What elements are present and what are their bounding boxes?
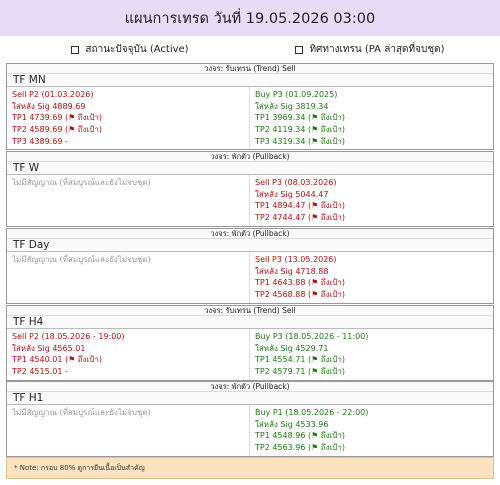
signal-text: Sell P2 (18.05.2026 - 19:00): [12, 332, 125, 341]
signal-line: [255, 366, 488, 378]
target-reached-text: ถึงเป้า): [318, 431, 345, 441]
signal-line: [12, 366, 244, 378]
signal-text: TP3 4319.34 (: [255, 136, 312, 146]
signal-line: [12, 124, 244, 136]
signal-text: TP3 4389.69 -: [12, 136, 68, 146]
timeframe-section: [6, 381, 494, 457]
active-status-cell: [7, 329, 250, 380]
signal-text: ใส่หลัง Sig 4889.69: [12, 101, 86, 111]
flag-icon: ⚑: [311, 125, 319, 135]
signal-line: [255, 177, 488, 189]
signal-line: [12, 101, 244, 113]
column-active-label: สถานะปัจจุบัน (Active): [85, 44, 189, 55]
flag-icon: ⚑: [311, 201, 319, 211]
signal-text: Sell P3 (13.05.2026): [255, 255, 337, 264]
column-headers: [0, 36, 500, 63]
timeframe-section: [6, 151, 494, 227]
flag-icon: ⚑: [311, 431, 319, 441]
target-reached-text: ถึงเป้า): [318, 125, 345, 135]
signal-line: [12, 343, 244, 355]
flag-icon: ⚑: [311, 290, 319, 300]
flag-icon: ⚑: [311, 213, 319, 223]
section-body: [7, 87, 493, 149]
signal-text: Sell P2 (01.03.2026): [12, 90, 94, 99]
signal-line: [12, 354, 244, 366]
signal-line: [12, 89, 244, 101]
signal-text: ใส่หลัง Sig 3819.34: [255, 101, 329, 111]
signal-line: [255, 124, 488, 136]
signal-text: TP1 4643.88 (: [255, 278, 312, 288]
signal-line: [255, 331, 488, 343]
signal-line: [255, 200, 488, 212]
cycle-label: วงจร: รับเทรน (Trend) Sell: [7, 64, 493, 74]
timeframe-title: TF Day: [7, 239, 493, 252]
cycle-label: วงจร: พักตัว (Pullback): [7, 152, 493, 162]
target-reached-text: ถึงเป้า): [75, 355, 102, 365]
signal-text: TP2 4563.96 (: [255, 443, 312, 453]
target-reached-text: ถึงเป้า): [75, 125, 102, 135]
signal-line: [12, 136, 244, 148]
signal-line: [255, 442, 488, 454]
column-direction-label: ทิศทางเทรน (PA ล่าสุดที่จบชุด): [309, 44, 445, 55]
column-active: [10, 42, 250, 57]
trend-direction-cell: [250, 175, 493, 226]
signal-line: [255, 430, 488, 442]
signal-text: Buy P3 (18.05.2026 - 11:00): [255, 332, 369, 341]
signal-line: [12, 254, 244, 266]
trend-direction-cell: [250, 329, 493, 380]
signal-line: [255, 343, 488, 355]
signal-text: ไม่มีสัญญาณ (ที่สมบูรณ์และยังไม่จบชุด): [12, 255, 151, 264]
flag-icon: ⚑: [311, 355, 319, 365]
flag-icon: ⚑: [311, 367, 319, 377]
cycle-label: วงจร: รับเทรน (Trend) Sell: [7, 306, 493, 316]
signal-line: [12, 407, 244, 419]
signal-text: TP2 4744.47 (: [255, 213, 312, 223]
signal-text: TP2 4119.34 (: [255, 125, 312, 135]
section-body: [7, 252, 493, 303]
signal-text: ไม่มีสัญญาณ (ที่สมบูรณ์และยังไม่จบชุด): [12, 178, 151, 187]
trend-direction-cell: [250, 252, 493, 303]
signal-line: [255, 189, 488, 201]
signal-text: TP1 4739.69 (: [12, 113, 69, 123]
signal-text: TP2 4589.69 (: [12, 125, 69, 135]
section-body: [7, 329, 493, 380]
signal-text: ใส่หลัง Sig 4565.01: [12, 343, 86, 353]
target-reached-text: ถึงเป้า): [318, 113, 345, 123]
note-box: [6, 457, 494, 479]
signal-line: [255, 136, 488, 148]
active-status-cell: [7, 175, 250, 226]
signal-text: ใส่หลัง Sig 5044.47: [255, 189, 329, 199]
signal-line: [255, 212, 488, 224]
flag-icon: ⚑: [311, 443, 319, 453]
timeframe-section: [6, 305, 494, 381]
checkbox-icon: [71, 46, 79, 54]
page-header: [0, 0, 500, 36]
signal-line: [255, 419, 488, 431]
section-body: [7, 175, 493, 226]
signal-text: TP1 4554.71 (: [255, 355, 312, 365]
target-reached-text: ถึงเป้า): [318, 290, 345, 300]
signal-line: [12, 177, 244, 189]
signal-text: Sell P3 (08.03.2026): [255, 178, 337, 187]
timeframe-title: TF H4: [7, 316, 493, 329]
active-status-cell: [7, 405, 250, 456]
timeframe-title: TF W: [7, 162, 493, 175]
signal-text: ใส่หลัง Sig 4718.88: [255, 266, 329, 276]
target-reached-text: ถึงเป้า): [75, 113, 102, 123]
signal-line: [255, 407, 488, 419]
signal-line: [255, 266, 488, 278]
timeframe-title: TF MN: [7, 74, 493, 87]
timeframe-title: TF H1: [7, 392, 493, 405]
trend-direction-cell: [250, 405, 493, 456]
trend-direction-cell: [250, 87, 493, 149]
signal-text: TP1 4548.96 (: [255, 431, 312, 441]
signal-text: ใส่หลัง Sig 4533.96: [255, 419, 329, 429]
signal-text: Buy P3 (01.09.2025): [255, 90, 338, 99]
signal-line: [255, 277, 488, 289]
target-reached-text: ถึงเป้า): [318, 355, 345, 365]
target-reached-text: ถึงเป้า): [318, 443, 345, 453]
checkbox-icon: [295, 46, 303, 54]
note-text: * Note: กรอบ 80% ดูการยืนเนื้อเป็นสำคัญ: [14, 464, 145, 472]
signal-line: [255, 89, 488, 101]
signal-text: ไม่มีสัญญาณ (ที่สมบูรณ์และยังไม่จบชุด): [12, 408, 151, 417]
flag-icon: ⚑: [311, 113, 319, 123]
signal-text: ใส่หลัง Sig 4529.71: [255, 343, 329, 353]
timeframe-section: [6, 63, 494, 150]
signal-text: Buy P1 (18.05.2026 - 22:00): [255, 408, 369, 417]
flag-icon: ⚑: [68, 355, 76, 365]
target-reached-text: ถึงเป้า): [318, 136, 345, 146]
flag-icon: ⚑: [311, 278, 319, 288]
signal-line: [255, 101, 488, 113]
target-reached-text: ถึงเป้า): [318, 278, 345, 288]
signal-text: TP2 4568.88 (: [255, 290, 312, 300]
signal-line: [12, 331, 244, 343]
cycle-label: วงจร: พักตัว (Pullback): [7, 229, 493, 239]
target-reached-text: ถึงเป้า): [318, 213, 345, 223]
signal-text: TP1 4540.01 (: [12, 355, 69, 365]
cycle-label: วงจร: พักตัว (Pullback): [7, 382, 493, 392]
flag-icon: ⚑: [311, 136, 319, 146]
signal-line: [255, 289, 488, 301]
target-reached-text: ถึงเป้า): [318, 367, 345, 377]
flag-icon: ⚑: [68, 113, 76, 123]
active-status-cell: [7, 87, 250, 149]
active-status-cell: [7, 252, 250, 303]
target-reached-text: ถึงเป้า): [318, 201, 345, 211]
flag-icon: ⚑: [68, 125, 76, 135]
signal-line: [255, 254, 488, 266]
column-direction: [250, 42, 490, 57]
page-title: แผนการเทรด วันที่ 19.05.2026 03:00: [124, 10, 376, 27]
signal-text: TP1 4894.47 (: [255, 201, 312, 211]
timeframe-section: [6, 228, 494, 304]
signal-line: [255, 112, 488, 124]
signal-line: [12, 112, 244, 124]
section-body: [7, 405, 493, 456]
signal-text: TP2 4579.71 (: [255, 367, 312, 377]
signal-line: [255, 354, 488, 366]
signal-text: TP2 4515.01 -: [12, 367, 68, 377]
signal-text: TP1 3969.34 (: [255, 113, 312, 123]
